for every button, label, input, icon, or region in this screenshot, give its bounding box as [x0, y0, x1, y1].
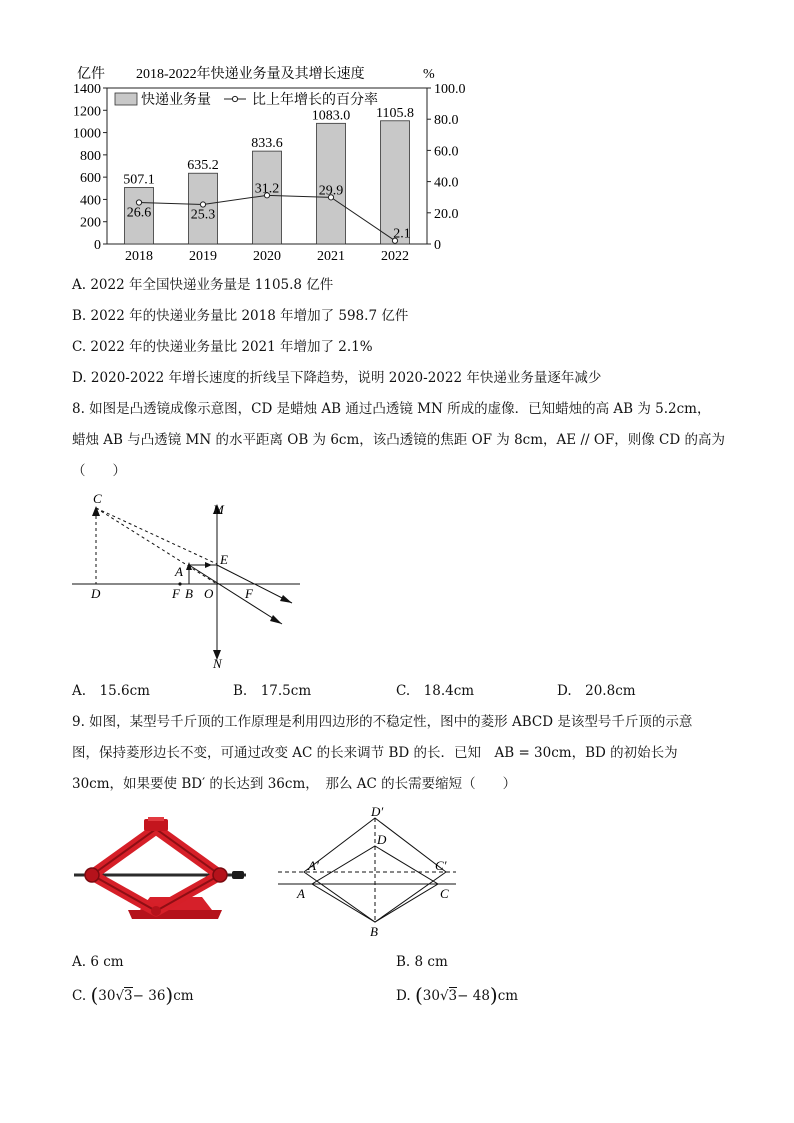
q9-option-c-prefix: C.	[72, 988, 87, 1004]
q9-stem-line3: 30cm，如果要使 BD′ 的长达到 36cm， 那么 AC 的长需要缩短（ ）	[72, 776, 517, 792]
q7-option-c: C. 2022 年的快递业务量比 2021 年增加了 2.1%	[72, 339, 373, 355]
bar-data-label: 507.1	[123, 172, 155, 188]
q9-option-d-root: 3	[448, 988, 458, 1004]
label-c: C	[93, 491, 102, 506]
y-left-tick-label: 1400	[73, 82, 101, 97]
label-d: D	[91, 586, 101, 601]
q9-option-d-unit: cm	[497, 988, 519, 1004]
image-arrow-head	[92, 506, 100, 516]
q9-option-d-num: 30	[422, 988, 440, 1004]
bar-data-label: 635.2	[187, 158, 219, 174]
y-right-tick-label: 40.0	[434, 175, 459, 191]
label-c-prime: C′	[435, 858, 447, 873]
dashed-ray-ce	[96, 508, 217, 564]
q7-option-b: B. 2022 年的快递业务量比 2018 年增加了 598.7 亿件	[72, 308, 409, 324]
q9-option-c: C. (30√3− 36)cm	[72, 983, 194, 1007]
label-e: E	[220, 552, 228, 567]
dashed-ray-co	[96, 508, 217, 584]
label-f-right: F	[245, 586, 253, 601]
y-left-tick-label: 1200	[73, 104, 101, 120]
q9-option-d-rest: − 48	[457, 988, 490, 1004]
label-n: N	[213, 656, 222, 671]
radical-icon: √	[115, 988, 125, 1004]
chart-title: 2018-2022年快递业务量及其增长速度	[136, 67, 365, 82]
label-d: D	[377, 832, 387, 847]
y-left-tick-label: 600	[80, 171, 101, 187]
y-right-tick-label: 60.0	[434, 144, 459, 160]
q9-option-a: A. 6 cm	[72, 954, 124, 970]
y-left-tick-label: 0	[94, 238, 101, 253]
line-data-label: 2.1	[393, 226, 411, 242]
line-data-label: 25.3	[190, 207, 216, 223]
label-b: B	[185, 586, 193, 601]
y-left-tick-label: 800	[80, 148, 101, 164]
q8-stem-line3: （ ）	[72, 463, 126, 479]
bar-data-label: 1083.0	[311, 108, 351, 124]
legend-bar-label: 快递业务量	[141, 93, 211, 108]
x-tick-label: 2018	[125, 249, 153, 264]
q9-option-c-unit: cm	[173, 988, 194, 1004]
q8-option-a: A. 15.6cm	[72, 683, 150, 699]
label-b: B	[370, 924, 378, 939]
q9-option-c-rest: − 36	[132, 988, 166, 1004]
q8-stem-line2: 蜡烛 AB 与凸透镜 MN 的水平距离 OB 为 6cm，该凸透镜的焦距 OF 为 8cm，AE // OF，则像 CD 的高为	[72, 432, 725, 448]
q9-stem-line2: 图，保持菱形边长不变，可通过改变 AC 的长来调节 BD 的长．已知 AB = 30cm，BD 的初始长为	[72, 745, 678, 761]
x-tick-label: 2019	[189, 249, 217, 264]
y-right-tick-label: 80.0	[434, 113, 459, 129]
bar	[381, 121, 410, 244]
chart-left-unit: 亿件	[77, 67, 105, 82]
line-point	[200, 202, 205, 207]
label-a: A	[297, 886, 305, 901]
legend-line-label: 比上年增长的百分率	[252, 93, 378, 108]
q8-option-d: D. 20.8cm	[557, 683, 636, 699]
x-tick-label: 2020	[253, 249, 281, 264]
y-right-tick-label: 20.0	[434, 206, 459, 222]
q8-option-b: B. 17.5cm	[233, 683, 312, 699]
y-left-tick-label: 1000	[73, 126, 101, 142]
q8-stem-line1: 8. 如图是凸透镜成像示意图，CD 是蜡烛 AB 通过凸透镜 MN 所成的虚像．已知蜡烛的高 AB 为 5.2cm，	[72, 401, 711, 417]
q9-stem-line1: 9. 如图，某型号千斤顶的工作原理是利用四边形的不稳定性，图中的菱形 ABCD 是该型号千斤顶的示意	[72, 714, 693, 730]
line-data-label: 26.6	[126, 205, 152, 221]
label-o: O	[204, 586, 214, 601]
y-right-tick-label: 0	[434, 238, 441, 253]
line-data-label: 29.9	[318, 183, 344, 199]
y-left-tick-label: 400	[80, 193, 101, 209]
lens-diagram	[60, 488, 310, 672]
q9-option-b: B. 8 cm	[396, 954, 448, 970]
label-a: A	[175, 564, 183, 579]
bar-data-label: 1105.8	[376, 105, 414, 121]
q9-option-d: D. (30√3− 48)cm	[396, 983, 519, 1007]
chart-right-unit: %	[423, 67, 435, 82]
ray-ao-arrow	[270, 615, 282, 624]
y-right-tick-label: 100.0	[434, 82, 466, 97]
car-jack-illustration	[70, 815, 250, 925]
q7-option-d: D. 2020-2022 年增长速度的折线呈下降趋势，说明 2020-2022 年快递业务量逐年减少	[72, 370, 602, 386]
line-point	[136, 200, 141, 205]
legend-line-marker	[232, 96, 237, 101]
ray-ae-arrow	[205, 562, 212, 568]
ray-ef-arrow	[280, 595, 292, 603]
q9-option-c-num: 30	[98, 988, 116, 1004]
line-data-label: 31.2	[254, 181, 280, 197]
q7-option-a: A. 2022 年全国快递业务量是 1105.8 亿件	[72, 277, 334, 293]
label-f-left: F	[172, 586, 180, 601]
label-d-prime: D′	[371, 804, 384, 819]
q8-option-c: C. 18.4cm	[396, 683, 475, 699]
label-c: C	[440, 886, 449, 901]
jack-base	[128, 910, 222, 919]
x-tick-label: 2021	[317, 249, 345, 264]
bar-data-label: 833.6	[251, 136, 283, 152]
radical-icon: √	[439, 988, 449, 1004]
label-m: M	[213, 502, 224, 517]
y-left-tick-label: 200	[80, 215, 101, 231]
q9-option-c-root: 3	[124, 988, 133, 1004]
x-tick-label: 2022	[381, 249, 409, 264]
bar-line-chart	[60, 58, 470, 270]
legend-bar-swatch	[115, 93, 137, 105]
label-a-prime: A′	[308, 858, 319, 873]
rhombus-diagram	[270, 804, 470, 940]
q9-option-d-prefix: D.	[396, 988, 411, 1004]
